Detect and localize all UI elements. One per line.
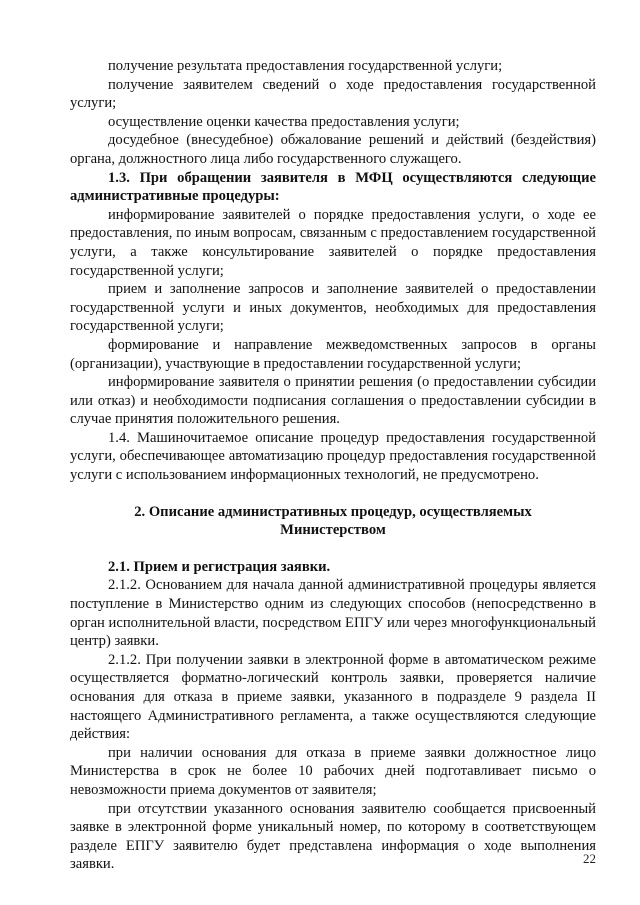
paragraph-quality-assessment: осуществление оценки качества предоставления услуги; [108, 113, 460, 130]
section-1-3-heading: 1.3. При обращении заявителя в МФЦ осуществляются следующие административные процедуры: [70, 169, 596, 205]
section-1-3-item: формирование и направление межведомственных запросов в органы (организации), участвующие в предоставлении государственной услуги; [70, 336, 596, 372]
section-2-1-paragraph: при наличии основания для отказа в приеме заявки должностное лицо Министерства в срок не более 10 рабочих дней подготавливает письмо о невозможности приема документов от заявителя; [70, 744, 596, 798]
document-page [70, 57, 596, 874]
section-1-4-paragraph: 1.4. Машиночитаемое описание процедур предоставления государственной услуги, обеспечивающее автоматизацию процедур предоставления государственной услуги с использованием информационных технологий, не предусмотрено. [70, 429, 596, 484]
section-2-1-paragraph: 2.1.2. Основанием для начала данной административной процедуры является поступление в Министерство одним из следующих способов (непосредственно в орган исполнительной власти, посредством ЕПГУ или через многофункциональный центр) заявки. [70, 577, 596, 650]
section-2-1-paragraph: при отсутствии указанного основания заявителю сообщается присвоенный заявке в электронной форме уникальный номер, по которому в соответствующем разделе ЕПГУ заявителю будет представлена информация о ходе выполнения заявки. [70, 800, 596, 873]
page-number: 22 [583, 851, 596, 866]
section-2-heading-line-2: Министерством [280, 522, 386, 539]
section-2-heading-line-1: 2. Описание административных процедур, осуществляемых [134, 503, 532, 520]
paragraph-appeal: досудебное (внесудебное) обжалование решений и действий (бездействия) органа, должностного лица либо государственного служащего. [70, 132, 596, 167]
section-1-3-item: информирование заявителей о порядке предоставления услуги, о ходе ее предоставления, по иным вопросам, связанным с предоставлением государственной услуги, а также консультирование заявителей о порядке предоставления государственной услуги; [70, 206, 596, 279]
section-1-3-item: информирование заявителя о принятии решения (о предоставлении субсидии или отказ) и необходимости подписания соглашения о предоставлении субсидии в случае принятия положительного решения. [70, 374, 596, 428]
paragraph-result: получение результата предоставления государственной услуги; [108, 58, 503, 74]
paragraph-progress-info: получение заявителем сведений о ходе предоставления государственной услуги; [70, 76, 596, 112]
section-1-3-item: прием и заполнение запросов и заполнение заявителей о предоставлении государственной услуги и иных документов, необходимых для предоставления государственной услуги; [70, 281, 596, 335]
section-2-1-paragraph: 2.1.2. При получении заявки в электронной форме в автоматическом режиме осуществляется форматно-логический контроль заявки, проверяется наличие основания для отказа в приеме заявки, указанного в подразделе 9 раздела II настоящего Административного регламента, а также осуществляются следующие действия: [70, 651, 596, 743]
section-2-1-heading: 2.1. Прием и регистрация заявки. [108, 558, 331, 575]
